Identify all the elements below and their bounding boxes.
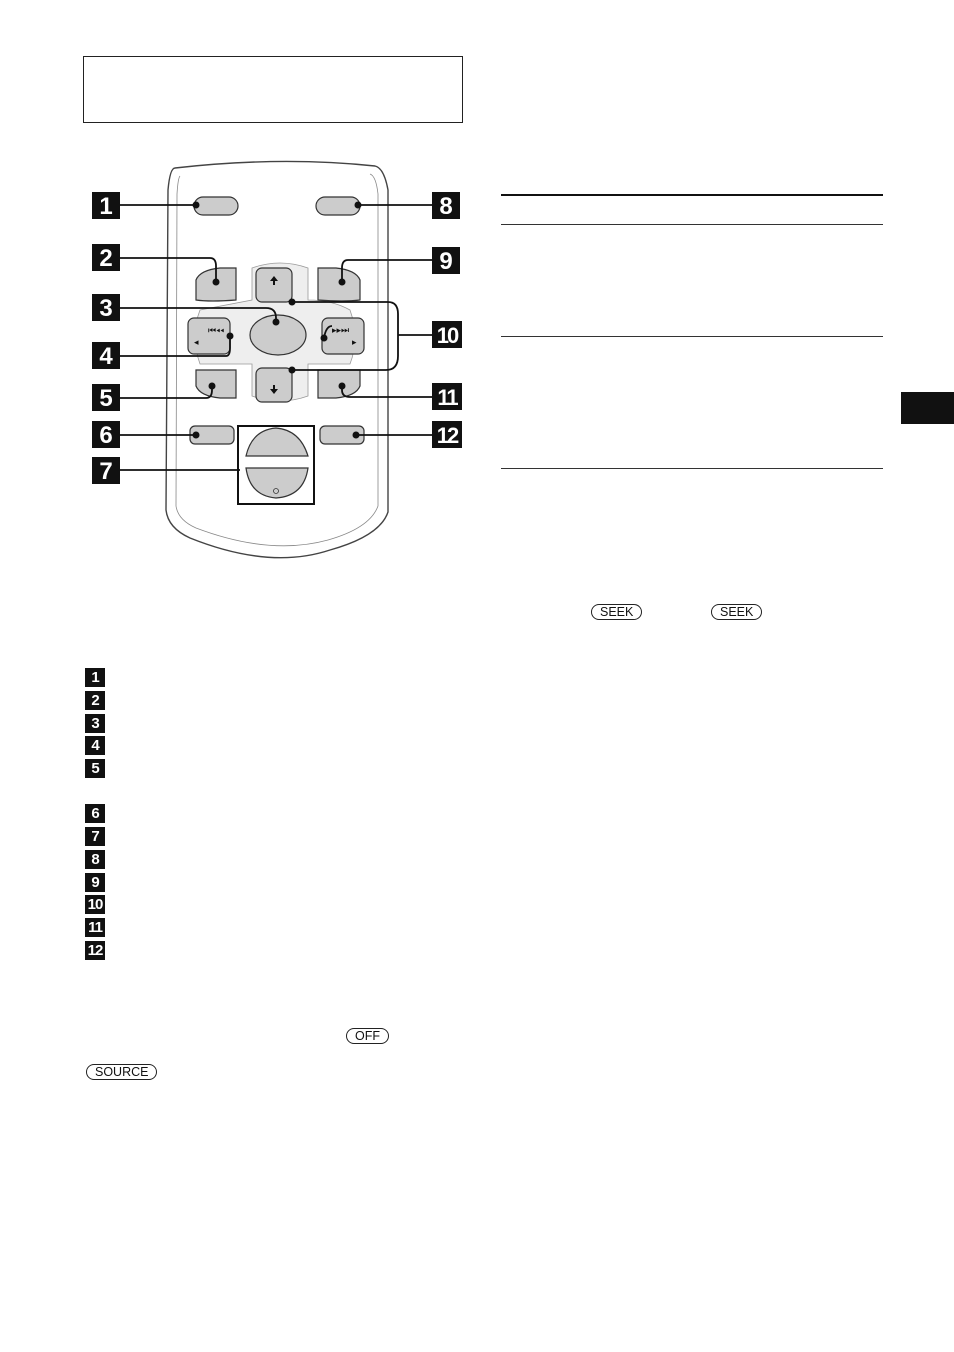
callout-12: 12 — [436, 423, 458, 448]
legend-item-1: 1 — [85, 668, 105, 687]
seek-plus-button-graphic — [322, 318, 364, 354]
table-row-rule — [501, 336, 883, 337]
table-header-rule — [501, 224, 883, 225]
legend-item-10: 10 — [85, 895, 105, 914]
callout-2: 2 — [99, 245, 113, 272]
off-button-graphic — [194, 197, 238, 215]
legend-item-2: 2 — [85, 691, 105, 710]
seek-plus-key-label: SEEK — [711, 604, 762, 620]
legend-item-7: 7 — [85, 827, 105, 846]
callout-10: 10 — [436, 323, 458, 348]
off-key-label: OFF — [346, 1028, 389, 1044]
callout-3: 3 — [99, 295, 113, 322]
sound-button-graphic — [318, 268, 360, 301]
legend-item-11: 11 — [85, 918, 105, 937]
callout-7: 7 — [99, 458, 113, 485]
source-key-label: SOURCE — [86, 1064, 157, 1080]
legend-item-3: 3 — [85, 714, 105, 733]
seek-minus-button-graphic — [188, 318, 230, 354]
section-tab-marker — [901, 392, 954, 424]
svg-text:▸▸⏭: ▸▸⏭ — [332, 325, 350, 335]
table-top-rule — [501, 194, 883, 196]
callout-11: 11 — [437, 385, 457, 410]
svg-text:◂: ◂ — [194, 337, 199, 347]
callout-left-group — [92, 192, 120, 485]
legend-item-8: 8 — [85, 850, 105, 869]
callout-6: 6 — [99, 422, 113, 449]
callout-5: 5 — [99, 385, 113, 412]
legend-item-12: 12 — [85, 941, 105, 960]
legend-item-4: 4 — [85, 736, 105, 755]
legend-item-5: 5 — [85, 759, 105, 778]
legend-item-6: 6 — [85, 804, 105, 823]
callout-8: 8 — [439, 193, 453, 220]
callout-9: 9 — [439, 248, 453, 275]
section-title-box — [83, 56, 463, 123]
callout-4: 4 — [99, 343, 113, 370]
seek-minus-key-label: SEEK — [591, 604, 642, 620]
remote-commander-illustration — [80, 150, 480, 570]
callout-right-group — [432, 192, 462, 448]
legend-item-9: 9 — [85, 873, 105, 892]
svg-text:▸: ▸ — [352, 337, 357, 347]
table-bottom-rule — [501, 468, 883, 469]
svg-text:⏮◂◂: ⏮◂◂ — [208, 325, 225, 335]
source-button-graphic — [316, 197, 360, 215]
callout-1: 1 — [99, 193, 113, 220]
